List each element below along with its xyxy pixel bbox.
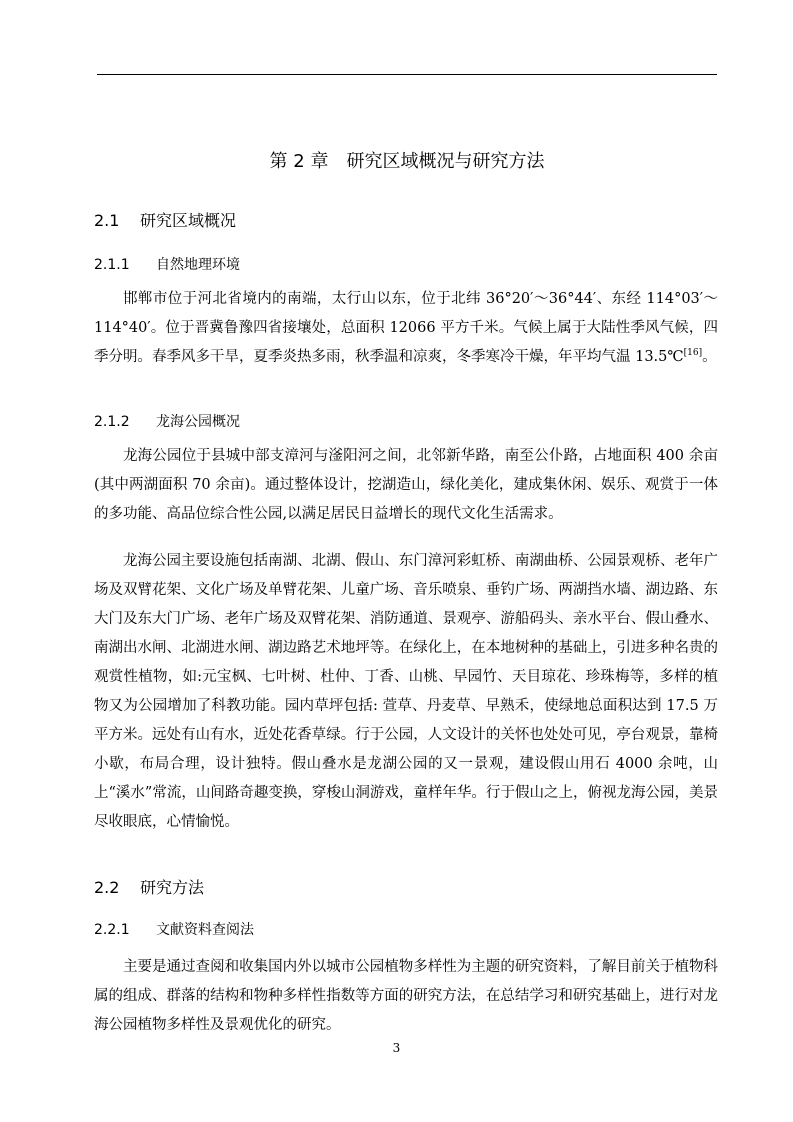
subsection-title: 文献资料查阅法: [156, 922, 254, 938]
subsection-number: 2.1.2: [94, 414, 130, 430]
section-title: 研究区域概况: [140, 211, 237, 230]
paragraph-text: 邯郸市位于河北省境内的南端，太行山以东，位于北纬 36°20′～36°44′、东经 114°03′～114°40′。位于晋冀鲁豫四省接壤处，总面积 12066 平方千米。气候上属于大陆性季风气候，四季分明。春季风多干旱，夏季炎热多雨，秋季温和凉爽，冬季寒冷干燥，年平均气温 13.5℃: [94, 291, 718, 365]
subsection-number: 2.2.1: [94, 922, 130, 938]
paragraph-natural-geography: [94, 285, 718, 372]
citation: [16]: [683, 348, 703, 359]
subsection-heading-2-1-2: [94, 412, 240, 432]
subsection-number: 2.1.1: [94, 257, 130, 273]
page-number: 3: [392, 1041, 401, 1055]
header-rule: [97, 74, 717, 75]
section-number: 2.2: [94, 878, 120, 897]
section-title: 研究方法: [140, 878, 205, 897]
section-heading-2-2: [94, 877, 204, 899]
paragraph-park-overview: 龙海公园位于县城中部支漳河与滏阳河之间，北邻新华路，南至公仆路，占地面积 400 余亩(其中两湖面积 70 余亩)。通过整体设计，挖湖造山，绿化美化，建成集休闲、娱乐、观赏于一体的多功能、高品位综合性公园,以满足居民日益增长的现代文化生活需求。: [94, 448, 718, 522]
section-heading-2-1: [94, 210, 236, 232]
subsection-title: 龙海公园概况: [156, 414, 240, 430]
paragraph-end: 。: [702, 349, 717, 365]
chapter-title: 第 2 章 研究区域概况与研究方法: [269, 151, 545, 172]
section-number: 2.1: [94, 211, 120, 230]
subsection-heading-2-2-1: [94, 920, 254, 940]
subsection-title: 自然地理环境: [156, 257, 240, 273]
paragraph-literature-method: 主要是通过查阅和收集国内外以城市公园植物多样性为主题的研究资料，了解目前关于植物科属的组成、群落的结构和物种多样性指数等方面的研究方法，在总结学习和研究基础上，进行对龙海公园植物多样性及景观优化的研究。: [94, 959, 718, 1033]
subsection-heading-2-1-1: [94, 255, 240, 275]
paragraph-park-facilities: 龙海公园主要设施包括南湖、北湖、假山、东门漳河彩虹桥、南湖曲桥、公园景观桥、老年广场及双臂花架、文化广场及单臂花架、儿童广场、音乐喷泉、垂钓广场、两湖挡水墙、湖边路、东大门及东大门广场、老年广场及双臂花架、消防通道、景观亭、游船码头、亲水平台、假山叠水、南湖出水闸、北湖进水闸、湖边路艺术地坪等。在绿化上，在本地树种的基础上，引进多种名贵的观赏性植物，如:元宝枫、七叶树、杜仲、丁香、山桃、早园竹、天目琼花、珍珠梅等，多样的植物又为公园增加了科教功能。园内草坪包括: 萱草、丹麦草、早熟禾，使绿地总面积达到 17.5 万平方米。远处有山有水，近处花香草绿。行于公园，人文设计的关怀也处处可见，亭台观景，靠椅小歇，布局合理，设计独特。假山叠水是龙湖公园的又一景观，建设假山用石 4000 余吨，山上“溪水”常流，山间路奇趣变换，穿梭山洞游戏，童样年华。行于假山之上，俯视龙海公园，美景尽收眼底，心情愉悦。: [94, 553, 718, 830]
